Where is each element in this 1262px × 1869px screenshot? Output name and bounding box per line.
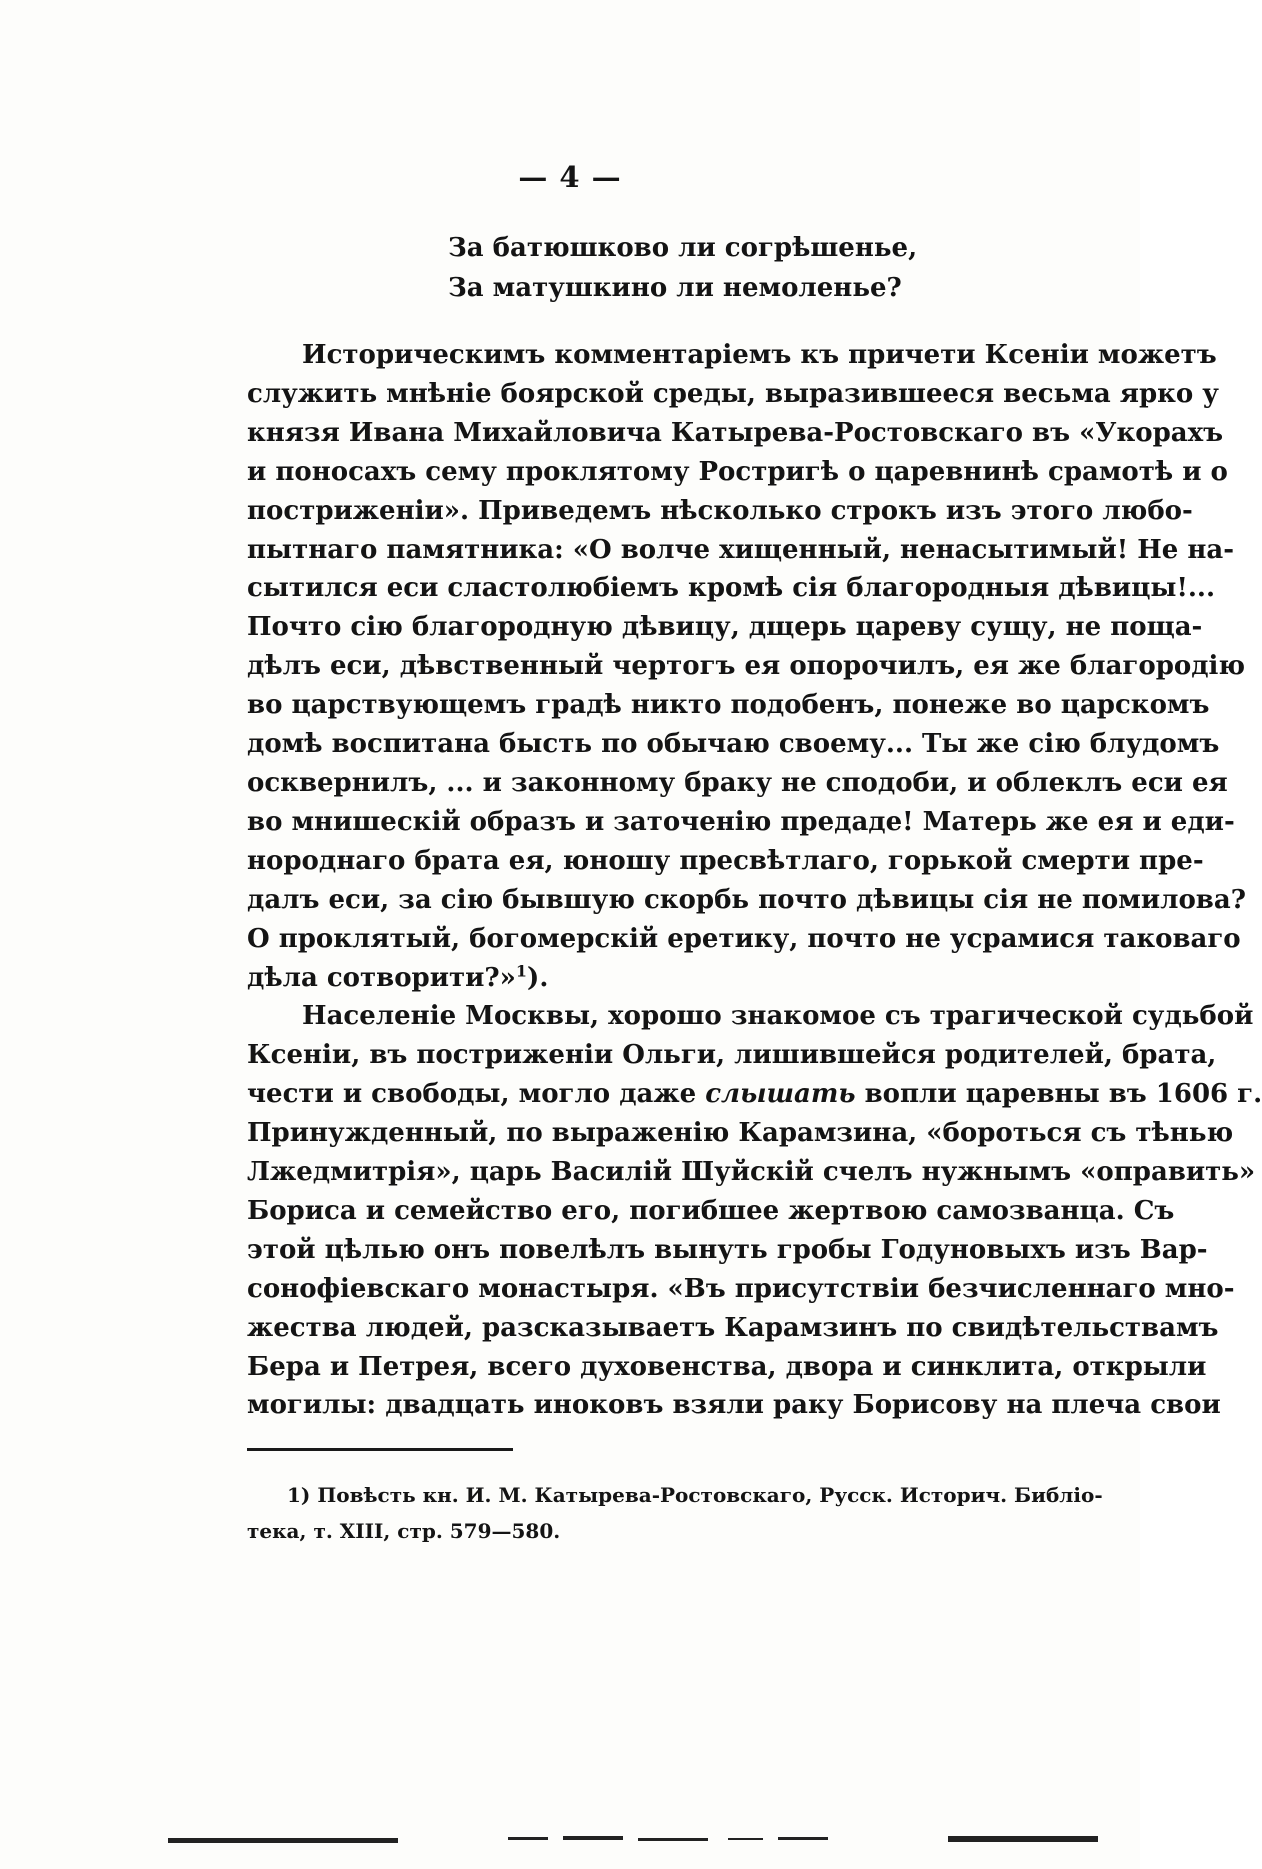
main-text: [247, 336, 1262, 1425]
text-line: Населеніе Москвы, хорошо знакомое съ трагической судьбой: [302, 1001, 1254, 1032]
footnote-line: тека, т. XIII, стр. 579—580.: [247, 1519, 561, 1543]
text-line: домѣ воспитана бысть по обычаю своему... Ты же сію блудомъ: [247, 729, 1220, 760]
footnote: [247, 1477, 1103, 1549]
text-line: Историческимъ комментаріемъ къ причети Ксеніи можетъ: [302, 340, 1217, 370]
text-fragment: дѣла сотворити?»: [247, 962, 516, 993]
text-line: Бера и Петрея, всего духовенства, двора и синклита, открыли: [247, 1351, 1207, 1382]
text-fragment: вопли царевны въ 1606 г.: [855, 1079, 1262, 1110]
verse-line: За батюшково ли согрѣшенье,: [448, 233, 918, 263]
text-line: служить мнѣніе боярской среды, выразившееся весьма ярко у: [247, 378, 1219, 409]
text-line: пытнаго памятника: «О волче хищенный, ненасытимый! Не на-: [247, 534, 1235, 565]
text-fragment: ).: [527, 962, 549, 993]
text-line: во царствующемъ градѣ никто подобенъ, понеже во царскомъ: [247, 690, 1210, 721]
footnote-line: 1) Повѣсть кн. И. М. Катырева-Ростовскаго, Русск. Историч. Библіо-: [287, 1483, 1103, 1507]
text-line: сытился еси сластолюбіемъ кромѣ сія благородныя дѣвицы!...: [247, 573, 1216, 604]
verse-quote: [448, 228, 917, 308]
text-line: сонофіевскаго монастыря. «Въ присутствіи безчисленнаго мно-: [247, 1273, 1235, 1304]
emphasis-text: слышать: [705, 1079, 856, 1110]
footnote-divider: [247, 1448, 513, 1451]
text-line: могилы: двадцать иноковъ взяли раку Борисову на плеча свои: [247, 1390, 1221, 1421]
text-line: и поносахъ сему проклятому Ростригѣ о царевнинѣ срамотѣ и о: [247, 456, 1228, 487]
text-line: осквернилъ, ... и законному браку не сподоби, и облеклъ еси ея: [247, 767, 1228, 798]
text-line: князя Ивана Михайловича Катырева-Ростовскаго въ «Укорахъ: [247, 417, 1224, 448]
text-line: дѣлъ еси, дѣвственный чертогъ ея опорочилъ, ея же благородію: [247, 651, 1246, 682]
text-line: нороднаго брата ея, юношу пресвѣтлаго, горькой смерти пре-: [247, 845, 1204, 876]
verse-line: За матушкино ли немоленье?: [448, 273, 902, 303]
text-line: [247, 959, 1045, 998]
text-line: О проклятый, богомерскій еретику, почто не усрамися таковаго: [247, 923, 1241, 954]
text-fragment: чести и свободы, могло даже: [247, 1079, 706, 1110]
text-line: Почто сію благородную дѣвицу, дщерь цареву сущу, не пощa-: [247, 612, 1203, 643]
text-line: Бориса и семейство его, погибшее жертвою самозванца. Съ: [247, 1195, 1175, 1226]
text-line: Лжедмитрія», царь Василій Шуйскій счелъ нужнымъ «оправить»: [247, 1157, 1256, 1188]
text-line: во мнишескій образъ и заточенію предаде! Матерь же ея и еди-: [247, 806, 1235, 837]
text-line: постриженіи». Приведемъ нѣсколько строкъ изъ этого любо-: [247, 495, 1193, 526]
scan-artifact: [168, 1836, 1113, 1844]
text-line: жества людей, разсказываетъ Карамзинъ по свидѣтельствамъ: [247, 1312, 1219, 1343]
text-line: Ксеніи, въ постриженіи Ольги, лишившейся родителей, брата,: [247, 1040, 1217, 1071]
page-number: — 4 —: [518, 160, 622, 194]
text-line: Принужденный, по выраженію Карамзина, «бороться съ тѣнью: [247, 1118, 1234, 1149]
text-line: этой цѣлью онъ повелѣлъ вынуть гробы Годуновыхъ изъ Вар-: [247, 1234, 1208, 1265]
text-line: далъ еси, за сію бывшую скорбь почто дѣвицы сія не помилова?: [247, 884, 1246, 915]
footnote-ref: 1: [515, 960, 528, 980]
text-line: [247, 1075, 1262, 1114]
